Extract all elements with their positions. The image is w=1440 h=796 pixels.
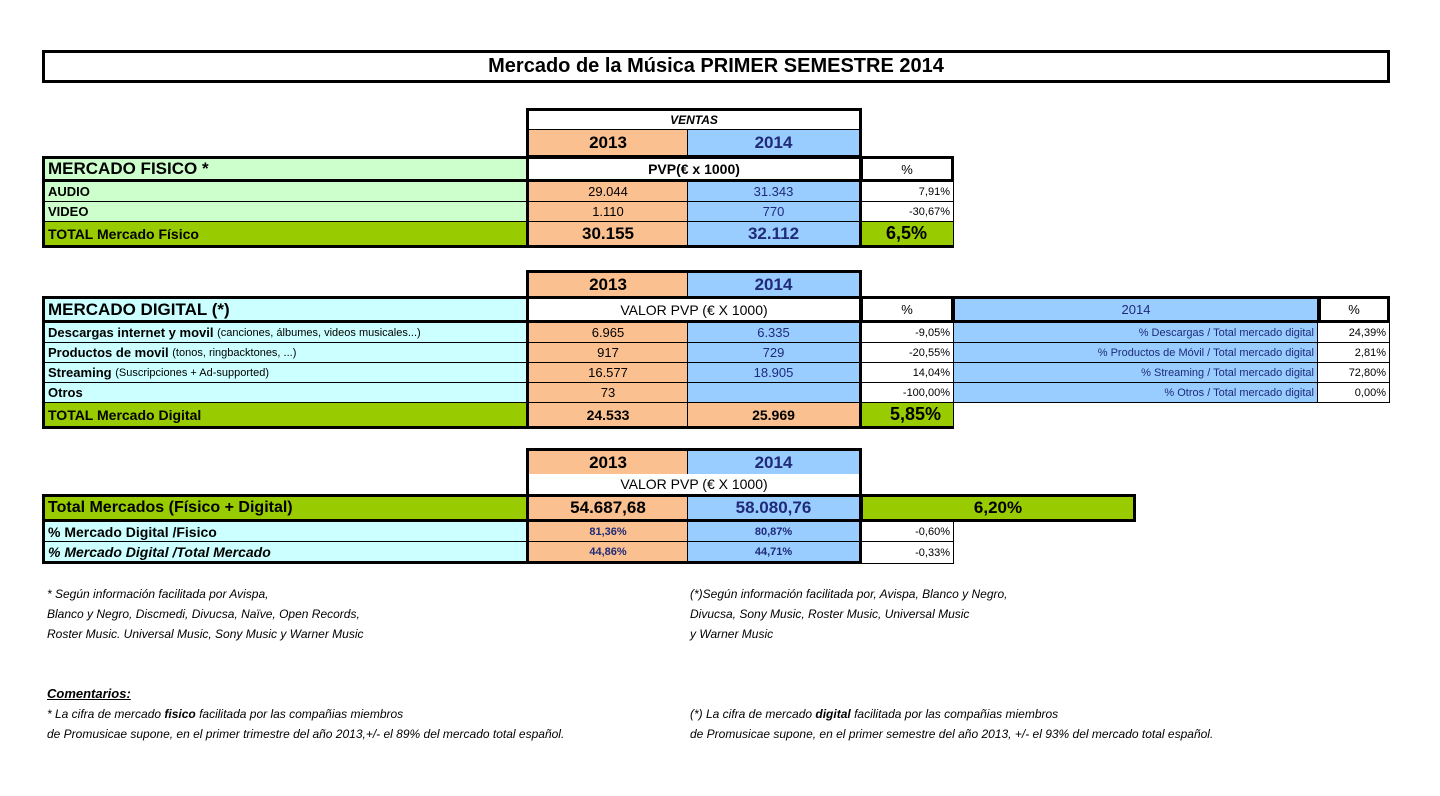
table-cell-pct: -30,67%: [862, 202, 954, 222]
row-label-main: Streaming: [48, 365, 112, 380]
table-cell-2013: 16.577: [526, 363, 688, 383]
row-label-sub: (tonos, ringbacktones, ...): [172, 346, 297, 359]
table-cell-2014: 729: [688, 343, 862, 363]
year-2014-header: 2014: [688, 130, 859, 155]
row-label-main: Otros: [48, 385, 83, 400]
share-label: % Otros / Total mercado digital: [954, 383, 1318, 403]
comment-text: facilitada por las compañias miembros: [195, 707, 404, 721]
share-label: % Descargas / Total mercado digital: [954, 323, 1318, 343]
note-line: Roster Music. Universal Music, Sony Music y Warner Music: [47, 627, 364, 641]
table-cell-2014: 770: [688, 202, 862, 222]
year-2013-header: 2013: [526, 270, 688, 297]
year-2013-header: 2013: [529, 130, 688, 155]
table-cell-pct: -0,33%: [862, 542, 954, 564]
physical-unit-header: PVP(€ x 1000): [526, 156, 862, 182]
table-row-label: % Mercado Digital /Fisico: [42, 522, 528, 542]
physical-heading: MERCADO FISICO *: [42, 156, 528, 182]
share-value: 72,80%: [1318, 363, 1390, 383]
combined-total-2013: 54.687,68: [526, 494, 688, 522]
table-cell-pct: -0,60%: [862, 522, 954, 542]
digital-unit-header: VALOR PVP (€ X 1000): [526, 296, 862, 323]
table-cell-2014: 80,87%: [688, 522, 862, 542]
share-value: 0,00%: [1318, 383, 1390, 403]
table-row-label: [42, 323, 528, 343]
physical-total-pct: 6,5%: [862, 222, 954, 248]
digital-share-header: 2014: [952, 296, 1320, 323]
table-cell-pct: 14,04%: [862, 363, 954, 383]
physical-pct-header: %: [860, 156, 954, 182]
table-row-label: [42, 383, 528, 403]
note-line: Blanco y Negro, Discmedi, Divucsa, Naïve, Open Records,: [47, 607, 360, 621]
comment-line: de Promusicae supone, en el primer semestre del año 2013, +/- el 93% del mercado total español.: [690, 727, 1214, 741]
comment-keyword: fisico: [164, 707, 196, 721]
table-cell-2013: 6.965: [526, 323, 688, 343]
digital-total-pct: 5,85%: [862, 403, 954, 429]
comment-physical: [47, 704, 564, 744]
share-label: % Streaming / Total mercado digital: [954, 363, 1318, 383]
note-line: Divucsa, Sony Music, Roster Music, Universal Music: [690, 607, 970, 621]
comment-line: [47, 704, 564, 724]
table-cell-2014: 18.905: [688, 363, 862, 383]
digital-heading: MERCADO DIGITAL (*): [42, 296, 528, 323]
share-value: 24,39%: [1318, 323, 1390, 343]
physical-total-2013: 30.155: [526, 222, 688, 248]
table-cell-pct: -9,05%: [862, 323, 954, 343]
row-label-main: Productos de movil: [48, 345, 169, 360]
year-2014-header: 2014: [688, 270, 862, 297]
table-cell-2014: 6.335: [688, 323, 862, 343]
comment-line: de Promusicae supone, en el primer trimestre del año 2013,+/- el 89% del mercado total español.: [47, 727, 565, 741]
table-cell-pct: -100,00%: [862, 383, 954, 403]
table-cell-2014: [688, 383, 862, 403]
table-cell-2013: 1.110: [526, 202, 688, 222]
row-label-sub: (canciones, álbumes, videos musicales...): [217, 326, 421, 339]
digital-pct-header: %: [860, 296, 954, 323]
combined-total-2014: 58.080,76: [688, 494, 862, 522]
combined-unit-header: VALOR PVP (€ X 1000): [526, 474, 862, 494]
table-cell-2014: 44,71%: [688, 542, 862, 564]
digital-total-2014: 25.969: [688, 403, 862, 429]
comment-line: [690, 704, 1213, 724]
table-row-label: [42, 343, 528, 363]
table-cell-pct: 7,91%: [862, 182, 954, 202]
year-2013-header: 2013: [526, 448, 688, 474]
comment-text: * La cifra de mercado: [47, 707, 165, 721]
year-2014-header: 2014: [688, 448, 862, 474]
note-line: y Warner Music: [690, 627, 774, 641]
row-label-sub: (Suscripciones + Ad-supported): [115, 366, 269, 379]
digital-total-2013: 24.533: [526, 403, 688, 429]
table-row-label: [42, 363, 528, 383]
share-value: 2,81%: [1318, 343, 1390, 363]
physical-total-2014: 32.112: [688, 222, 862, 248]
comment-digital: [690, 704, 1213, 744]
comment-text: (*) La cifra de mercado: [690, 707, 816, 721]
share-label: % Productos de Móvil / Total mercado digital: [954, 343, 1318, 363]
digital-total-label: TOTAL Mercado Digital: [42, 403, 528, 429]
table-row-label: VIDEO: [42, 202, 528, 222]
digital-share-pct-header: %: [1318, 296, 1390, 323]
table-cell-2013: 81,36%: [526, 522, 688, 542]
table-row-label: % Mercado Digital /Total Mercado: [42, 542, 528, 564]
combined-total-label: Total Mercados (Físico + Digital): [42, 494, 528, 522]
table-cell-2013: 44,86%: [526, 542, 688, 564]
row-label-main: Descargas internet y movil: [48, 325, 214, 340]
source-note-digital: [690, 584, 1008, 644]
page-title: Mercado de la Música PRIMER SEMESTRE 2014: [42, 50, 1390, 83]
note-line: * Según información facilitada por Avispa,: [47, 587, 269, 601]
sales-header: VENTAS: [529, 111, 859, 130]
table-cell-2013: 29.044: [526, 182, 688, 202]
table-row-label: AUDIO: [42, 182, 528, 202]
table-cell-pct: -20,55%: [862, 343, 954, 363]
comments-title: Comentarios:: [47, 686, 131, 701]
table-cell-2014: 31.343: [688, 182, 862, 202]
comment-keyword: digital: [815, 707, 851, 721]
source-note-physical: [47, 584, 364, 644]
physical-total-label: TOTAL Mercado Físico: [42, 222, 528, 248]
table-cell-2013: 73: [526, 383, 688, 403]
combined-total-pct: 6,20%: [860, 494, 1136, 522]
table-cell-2013: 917: [526, 343, 688, 363]
comment-text: facilitada por las compañias miembros: [850, 707, 1059, 721]
note-line: (*)Según información facilitada por, Avispa, Blanco y Negro,: [690, 587, 1008, 601]
